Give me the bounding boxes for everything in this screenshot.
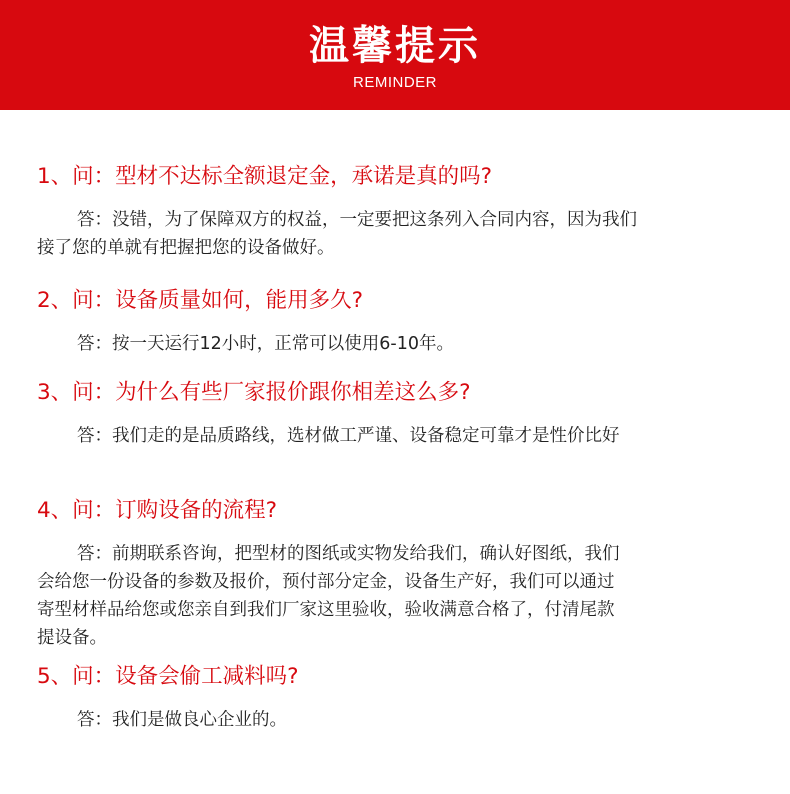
- answer-5: [37, 706, 789, 734]
- answer-line: 答：按一天运行12小时，正常可以使用6-10年。: [77, 334, 454, 354]
- header-banner: [0, 0, 790, 110]
- answer-4: [37, 540, 789, 652]
- page-title: 温馨提示: [309, 23, 481, 69]
- answer-line: 会给您一份设备的参数及报价，预付部分定金，设备生产好，我们可以通过: [37, 572, 615, 592]
- answer-line: 接了您的单就有把握把您的设备做好。: [37, 238, 335, 258]
- answer-line: 答：我们走的是品质路线，选材做工严谨、设备稳定可靠才是性价比好: [77, 426, 620, 446]
- answer-line: 答：没错，为了保障双方的权益，一定要把这条列入合同内容，因为我们: [77, 210, 637, 230]
- page-subtitle: REMINDER: [352, 74, 437, 91]
- answer-3: [37, 422, 789, 450]
- answer-line: 寄型材样品给您或您亲自到我们厂家这里验收，验收满意合格了，付清尾款: [37, 600, 615, 620]
- answer-line: 答：前期联系咨询，把型材的图纸或实物发给我们，确认好图纸，我们: [77, 544, 620, 564]
- answer-2: [37, 330, 789, 358]
- question-4: 4、问：订购设备的流程?: [37, 498, 278, 523]
- question-5: 5、问：设备会偷工减料吗?: [37, 664, 299, 689]
- answer-line: 提设备。: [37, 628, 107, 648]
- question-1: 1、问：型材不达标全额退定金，承诺是真的吗?: [37, 164, 493, 189]
- answer-line: 答：我们是做良心企业的。: [77, 710, 287, 730]
- answer-1: [37, 206, 789, 262]
- question-2: 2、问：设备质量如何，能用多久?: [37, 288, 364, 313]
- question-3: 3、问：为什么有些厂家报价跟你相差这么多?: [37, 380, 471, 405]
